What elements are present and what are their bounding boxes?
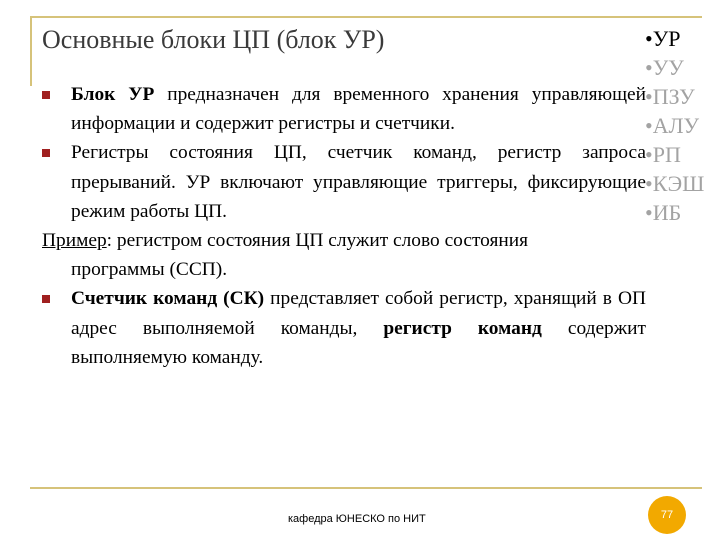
bullet-square-icon [42, 295, 50, 303]
side-item-rp: •РП [645, 142, 681, 167]
paragraph-text: содержит выполняемую команду. [71, 317, 646, 368]
frame-left-line [30, 16, 32, 86]
slide-content [42, 80, 646, 372]
paragraph-text: предназначен для временного хранения управляющей информации и содержит регистры и счетчики. [71, 84, 647, 135]
paragraph-text: : регистром состояния ЦП служит слово состояния [106, 230, 529, 252]
bullet-square-icon [42, 149, 50, 157]
side-item-alu: •АЛУ [645, 113, 700, 138]
frame-top-line [30, 16, 702, 18]
example-label: Пример [42, 230, 107, 252]
term-ur-block: Блок УР [71, 84, 155, 105]
frame-bottom-line [30, 487, 702, 489]
slide-title: Основные блоки ЦП (блок УР) [42, 25, 385, 54]
paragraph-text-continued: программы (ССП). [71, 259, 228, 281]
side-nav-list [645, 24, 720, 227]
side-item-ib: •ИБ [645, 200, 682, 225]
footer-text: кафедра ЮНЕСКО по НИТ [288, 513, 426, 525]
side-item-pzu: •ПЗУ [645, 84, 695, 109]
paragraph-text: Регистры состояния ЦП, счетчик команд, регистр запроса прерываний. УР включают управляющие триггеры, фиксирующие режим работы ЦП. [71, 142, 646, 222]
paragraph-registers [42, 138, 646, 226]
bullet-square-icon [42, 91, 50, 99]
term-command-register: регистр команд [383, 317, 542, 339]
term-command-counter: Счетчик команд (СК) [71, 288, 265, 310]
paragraph-example [42, 226, 646, 284]
paragraph-command-counter [42, 284, 646, 372]
side-item-kesh: •КЭШ [645, 171, 705, 196]
side-item-ur: •УР [645, 26, 681, 51]
paragraph-ur-block [42, 80, 646, 138]
paragraph-text: представляет собой регистр, хранящий в ОП адрес выполняемой команды, [71, 288, 647, 339]
side-item-uu: •УУ [645, 55, 684, 80]
page-number-badge: 77 [648, 496, 686, 534]
